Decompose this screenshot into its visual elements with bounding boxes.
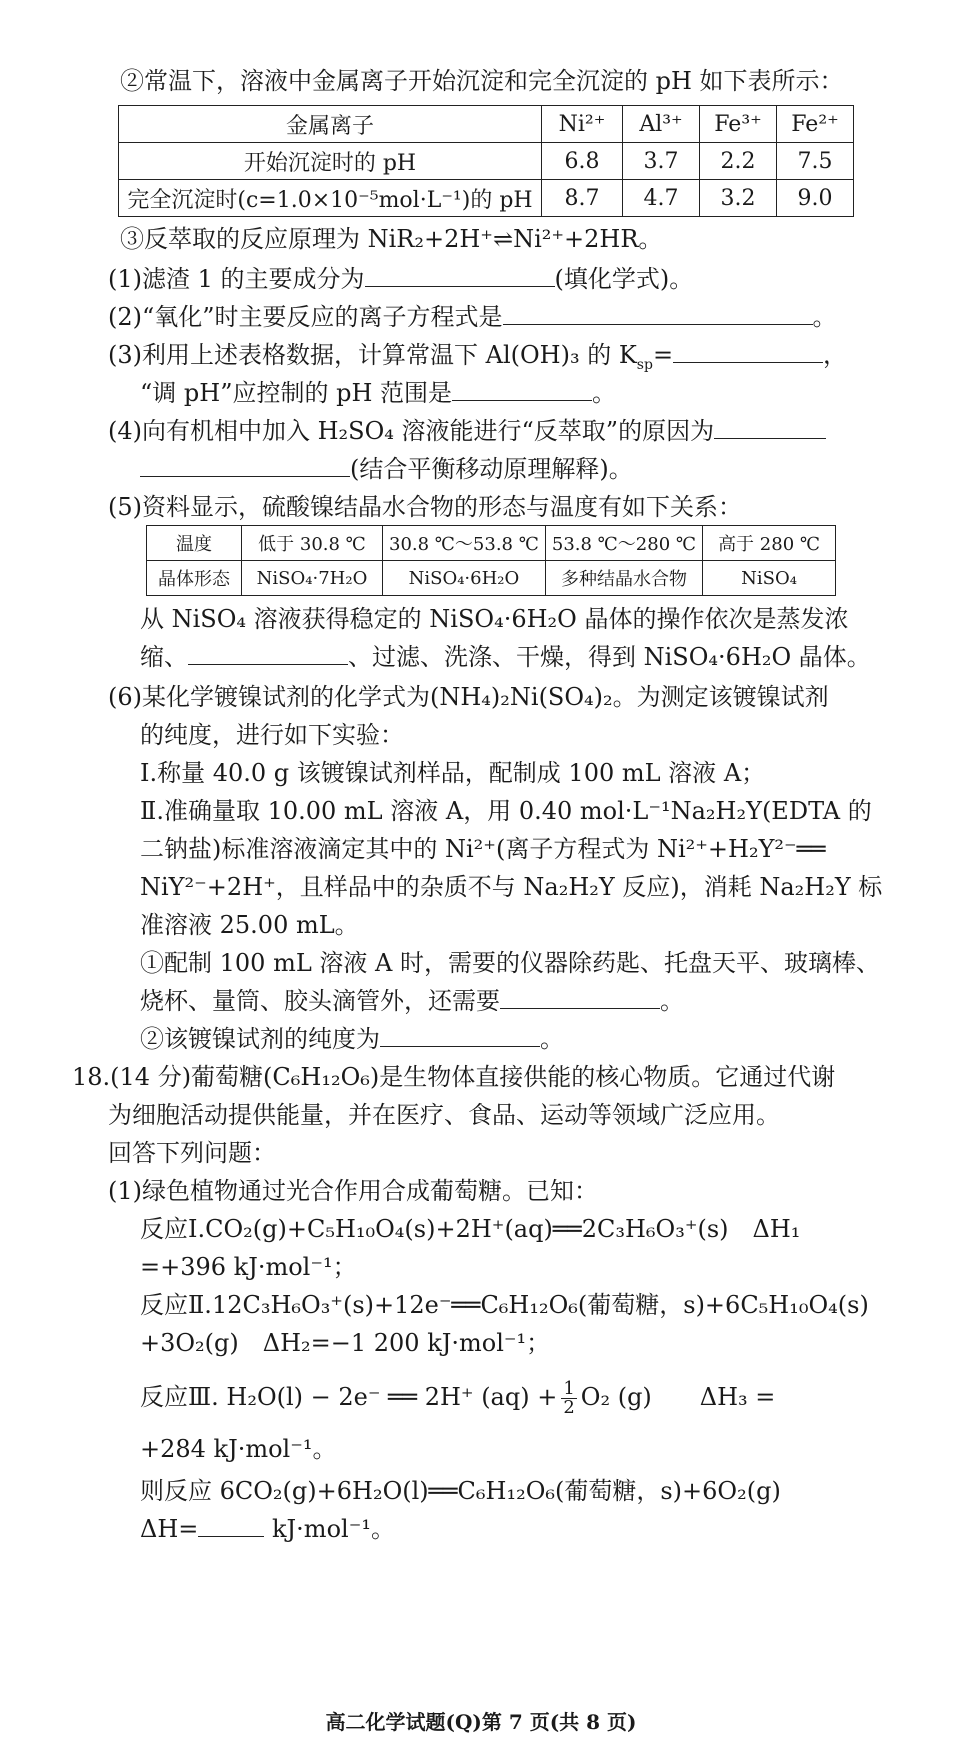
answer-blank[interactable] bbox=[673, 338, 823, 363]
table-header-cell: Ni²⁺ bbox=[542, 106, 623, 143]
question-6-sub2-text: ②该镀镍试剂的纯度为 bbox=[140, 1025, 380, 1053]
table-cell: 7.5 bbox=[777, 143, 854, 180]
question-2-suffix: 。 bbox=[812, 303, 837, 331]
question-6-sub2 bbox=[140, 1022, 564, 1056]
table-cell: 开始沉淀时的 pH bbox=[119, 143, 542, 180]
question-1-suffix: (填化学式)。 bbox=[554, 265, 694, 293]
question-3-line2 bbox=[140, 376, 616, 410]
question-1 bbox=[108, 262, 693, 296]
answer-blank[interactable] bbox=[452, 376, 592, 401]
delta-h-unit: kJ·mol⁻¹。 bbox=[272, 1515, 395, 1543]
item2-intro: ②常温下，溶液中金属离子开始沉淀和完全沉淀的 pH 如下表所示： bbox=[120, 67, 844, 95]
table-cell: 多种结晶水合物 bbox=[545, 561, 702, 596]
question-6-sub1-text: 烧杯、量筒、胶头滴管外，还需要 bbox=[140, 987, 500, 1015]
table-row bbox=[147, 561, 836, 596]
answer-blank[interactable] bbox=[188, 640, 348, 665]
reaction-2-line1: 反应Ⅱ.12C₃H₆O₃⁺(s)+12e⁻══C₆H₁₂O₆(葡萄糖，s)+6C₅H₁₀O₄(s) bbox=[140, 1291, 869, 1319]
delta-h-label: ΔH= bbox=[140, 1515, 199, 1543]
question-6-sub1-line2 bbox=[140, 984, 684, 1018]
table-header-cell: 30.8 ℃～53.8 ℃ bbox=[383, 526, 546, 561]
answer-blank[interactable] bbox=[140, 452, 350, 477]
question-6-step2-line3: NiY²⁻+2H⁺，且样品中的杂质不与 Na₂H₂Y 反应)，消耗 Na₂H₂Y 标 bbox=[140, 873, 883, 901]
page-footer: 高二化学试题(Q)第 7 页(共 8 页) bbox=[325, 1710, 637, 1734]
fraction-denominator: 2 bbox=[563, 1397, 575, 1418]
answer-blank[interactable] bbox=[380, 1022, 540, 1047]
table-cell: 3.2 bbox=[700, 180, 777, 217]
ksp-subscript: sp bbox=[636, 356, 653, 373]
table-header-cell: Al³⁺ bbox=[623, 106, 700, 143]
reaction-3-text: 反应Ⅲ. H₂O(l) − 2e⁻ ══ 2H⁺ (aq) + bbox=[140, 1383, 558, 1411]
answer-blank[interactable] bbox=[503, 300, 813, 325]
reaction-3-line1 bbox=[140, 1380, 775, 1417]
table-cell: NiSO₄·7H₂O bbox=[242, 561, 383, 596]
answer-blank[interactable] bbox=[500, 984, 660, 1009]
table-header-cell: Fe²⁺ bbox=[777, 106, 854, 143]
table-cell: 完全沉淀时(c=1.0×10⁻⁵mol·L⁻¹)的 pH bbox=[119, 180, 542, 217]
table-header-cell: Fe³⁺ bbox=[700, 106, 777, 143]
question-2 bbox=[108, 300, 837, 334]
table-cell: 4.7 bbox=[623, 180, 700, 217]
question-18-line2: 为细胞活动提供能量，并在医疗、食品、运动等领域广泛应用。 bbox=[108, 1101, 780, 1129]
table-cell: 晶体形态 bbox=[147, 561, 242, 596]
table-cell: 9.0 bbox=[777, 180, 854, 217]
table-cell: 2.2 bbox=[700, 143, 777, 180]
precipitation-ph-table bbox=[118, 105, 854, 217]
question-6-line1: (6)某化学镀镍试剂的化学式为(NH₄)₂Ni(SO₄)₂。为测定该镀镍试剂 bbox=[108, 683, 829, 711]
question-6-step2-line2: 二钠盐)标准溶液滴定其中的 Ni²⁺(离子方程式为 Ni²⁺+H₂Y²⁻══ bbox=[140, 835, 826, 863]
target-reaction: 则反应 6CO₂(g)+6H₂O(l)══C₆H₁₂O₆(葡萄糖，s)+6O₂(g) bbox=[140, 1477, 781, 1505]
one-half-fraction bbox=[561, 1380, 576, 1417]
question-18-line1: 18.(14 分)葡萄糖(C₆H₁₂O₆)是生物体直接供能的核心物质。它通过代谢 bbox=[72, 1063, 836, 1091]
table-row bbox=[119, 180, 854, 217]
question-6-line2: 的纯度，进行如下实验： bbox=[140, 721, 404, 749]
table-header-cell: 53.8 ℃～280 ℃ bbox=[545, 526, 702, 561]
question-6-step2-line1: Ⅱ.准确量取 10.00 mL 溶液 A，用 0.40 mol·L⁻¹Na₂H₂Y(EDTA 的 bbox=[140, 797, 872, 825]
question-3-ph-text: “调 pH”应控制的 pH 范围是 bbox=[140, 379, 453, 407]
question-2-text: (2)“氧化”时主要反应的离子方程式是 bbox=[108, 303, 503, 331]
reaction-2-line2: +3O₂(g) ΔH₂=−1 200 kJ·mol⁻¹； bbox=[140, 1329, 551, 1357]
table-cell: NiSO₄·6H₂O bbox=[383, 561, 546, 596]
question-5-prefix: 缩、 bbox=[140, 643, 188, 671]
table-header-row bbox=[119, 106, 854, 143]
question-5-line1: 从 NiSO₄ 溶液获得稳定的 NiSO₄·6H₂O 晶体的操作依次是蒸发浓 bbox=[140, 605, 849, 633]
question-4-line2 bbox=[140, 452, 633, 486]
question-1-text: (1)滤渣 1 的主要成分为 bbox=[108, 265, 365, 293]
table-row bbox=[119, 143, 854, 180]
table-header-row bbox=[147, 526, 836, 561]
question-6-sub2-suffix: 。 bbox=[540, 1025, 564, 1053]
question-6-step2-line4: 准溶液 25.00 mL。 bbox=[140, 911, 359, 939]
fraction-numerator: 1 bbox=[563, 1378, 575, 1399]
question-5-line2 bbox=[140, 640, 871, 674]
table-header-cell: 金属离子 bbox=[119, 106, 542, 143]
question-3-comma: ， bbox=[823, 341, 848, 369]
reaction-3-tail: O₂ (g) ΔH₃ = bbox=[580, 1383, 776, 1411]
answer-blank[interactable] bbox=[198, 1512, 264, 1537]
question-4 bbox=[108, 414, 826, 448]
table-header-cell: 高于 280 ℃ bbox=[703, 526, 836, 561]
reaction-3-line2: +284 kJ·mol⁻¹。 bbox=[140, 1435, 337, 1463]
item3-text: ③反萃取的反应原理为 NiR₂+2H⁺⇌Ni²⁺+2HR。 bbox=[120, 225, 663, 253]
question-6-sub1-suffix: 。 bbox=[660, 987, 684, 1015]
table-cell: NiSO₄ bbox=[703, 561, 836, 596]
question-6-step1: Ⅰ.称量 40.0 g 该镀镍试剂样品，配制成 100 mL 溶液 A； bbox=[140, 759, 766, 787]
question-3-text: (3)利用上述表格数据，计算常温下 Al(OH)₃ 的 K bbox=[108, 341, 637, 369]
question-4-text: (4)向有机相中加入 H₂SO₄ 溶液能进行“反萃取”的原因为 bbox=[108, 417, 715, 445]
crystal-form-table bbox=[146, 525, 836, 596]
answer-blank[interactable] bbox=[365, 262, 555, 287]
table-cell: 3.7 bbox=[623, 143, 700, 180]
reaction-1-line2: =+396 kJ·mol⁻¹； bbox=[140, 1253, 357, 1281]
question-5: (5)资料显示，硫酸镍结晶水合物的形态与温度有如下关系： bbox=[108, 493, 742, 521]
table-header-cell: 温度 bbox=[147, 526, 242, 561]
question-3-eq: = bbox=[652, 341, 674, 369]
question-18-line3: 回答下列问题： bbox=[108, 1139, 276, 1167]
question-6-sub1-line1: ①配制 100 mL 溶液 A 时，需要的仪器除药匙、托盘天平、玻璃棒、 bbox=[140, 949, 880, 977]
question-18-part1: (1)绿色植物通过光合作用合成葡萄糖。已知： bbox=[108, 1177, 598, 1205]
reaction-1-line1: 反应Ⅰ.CO₂(g)+C₅H₁₀O₄(s)+2H⁺(aq)══2C₃H₆O₃⁺(s) ΔH₁ bbox=[140, 1215, 801, 1243]
answer-blank[interactable] bbox=[714, 414, 826, 439]
table-header-cell: 低于 30.8 ℃ bbox=[242, 526, 383, 561]
question-4-suffix: (结合平衡移动原理解释)。 bbox=[350, 455, 633, 483]
question-3-ph-suffix: 。 bbox=[592, 379, 617, 407]
delta-h-answer bbox=[140, 1512, 395, 1546]
table-cell: 6.8 bbox=[542, 143, 623, 180]
table-cell: 8.7 bbox=[542, 180, 623, 217]
question-5-suffix: 、过滤、洗涤、干燥，得到 NiSO₄·6H₂O 晶体。 bbox=[348, 643, 871, 671]
